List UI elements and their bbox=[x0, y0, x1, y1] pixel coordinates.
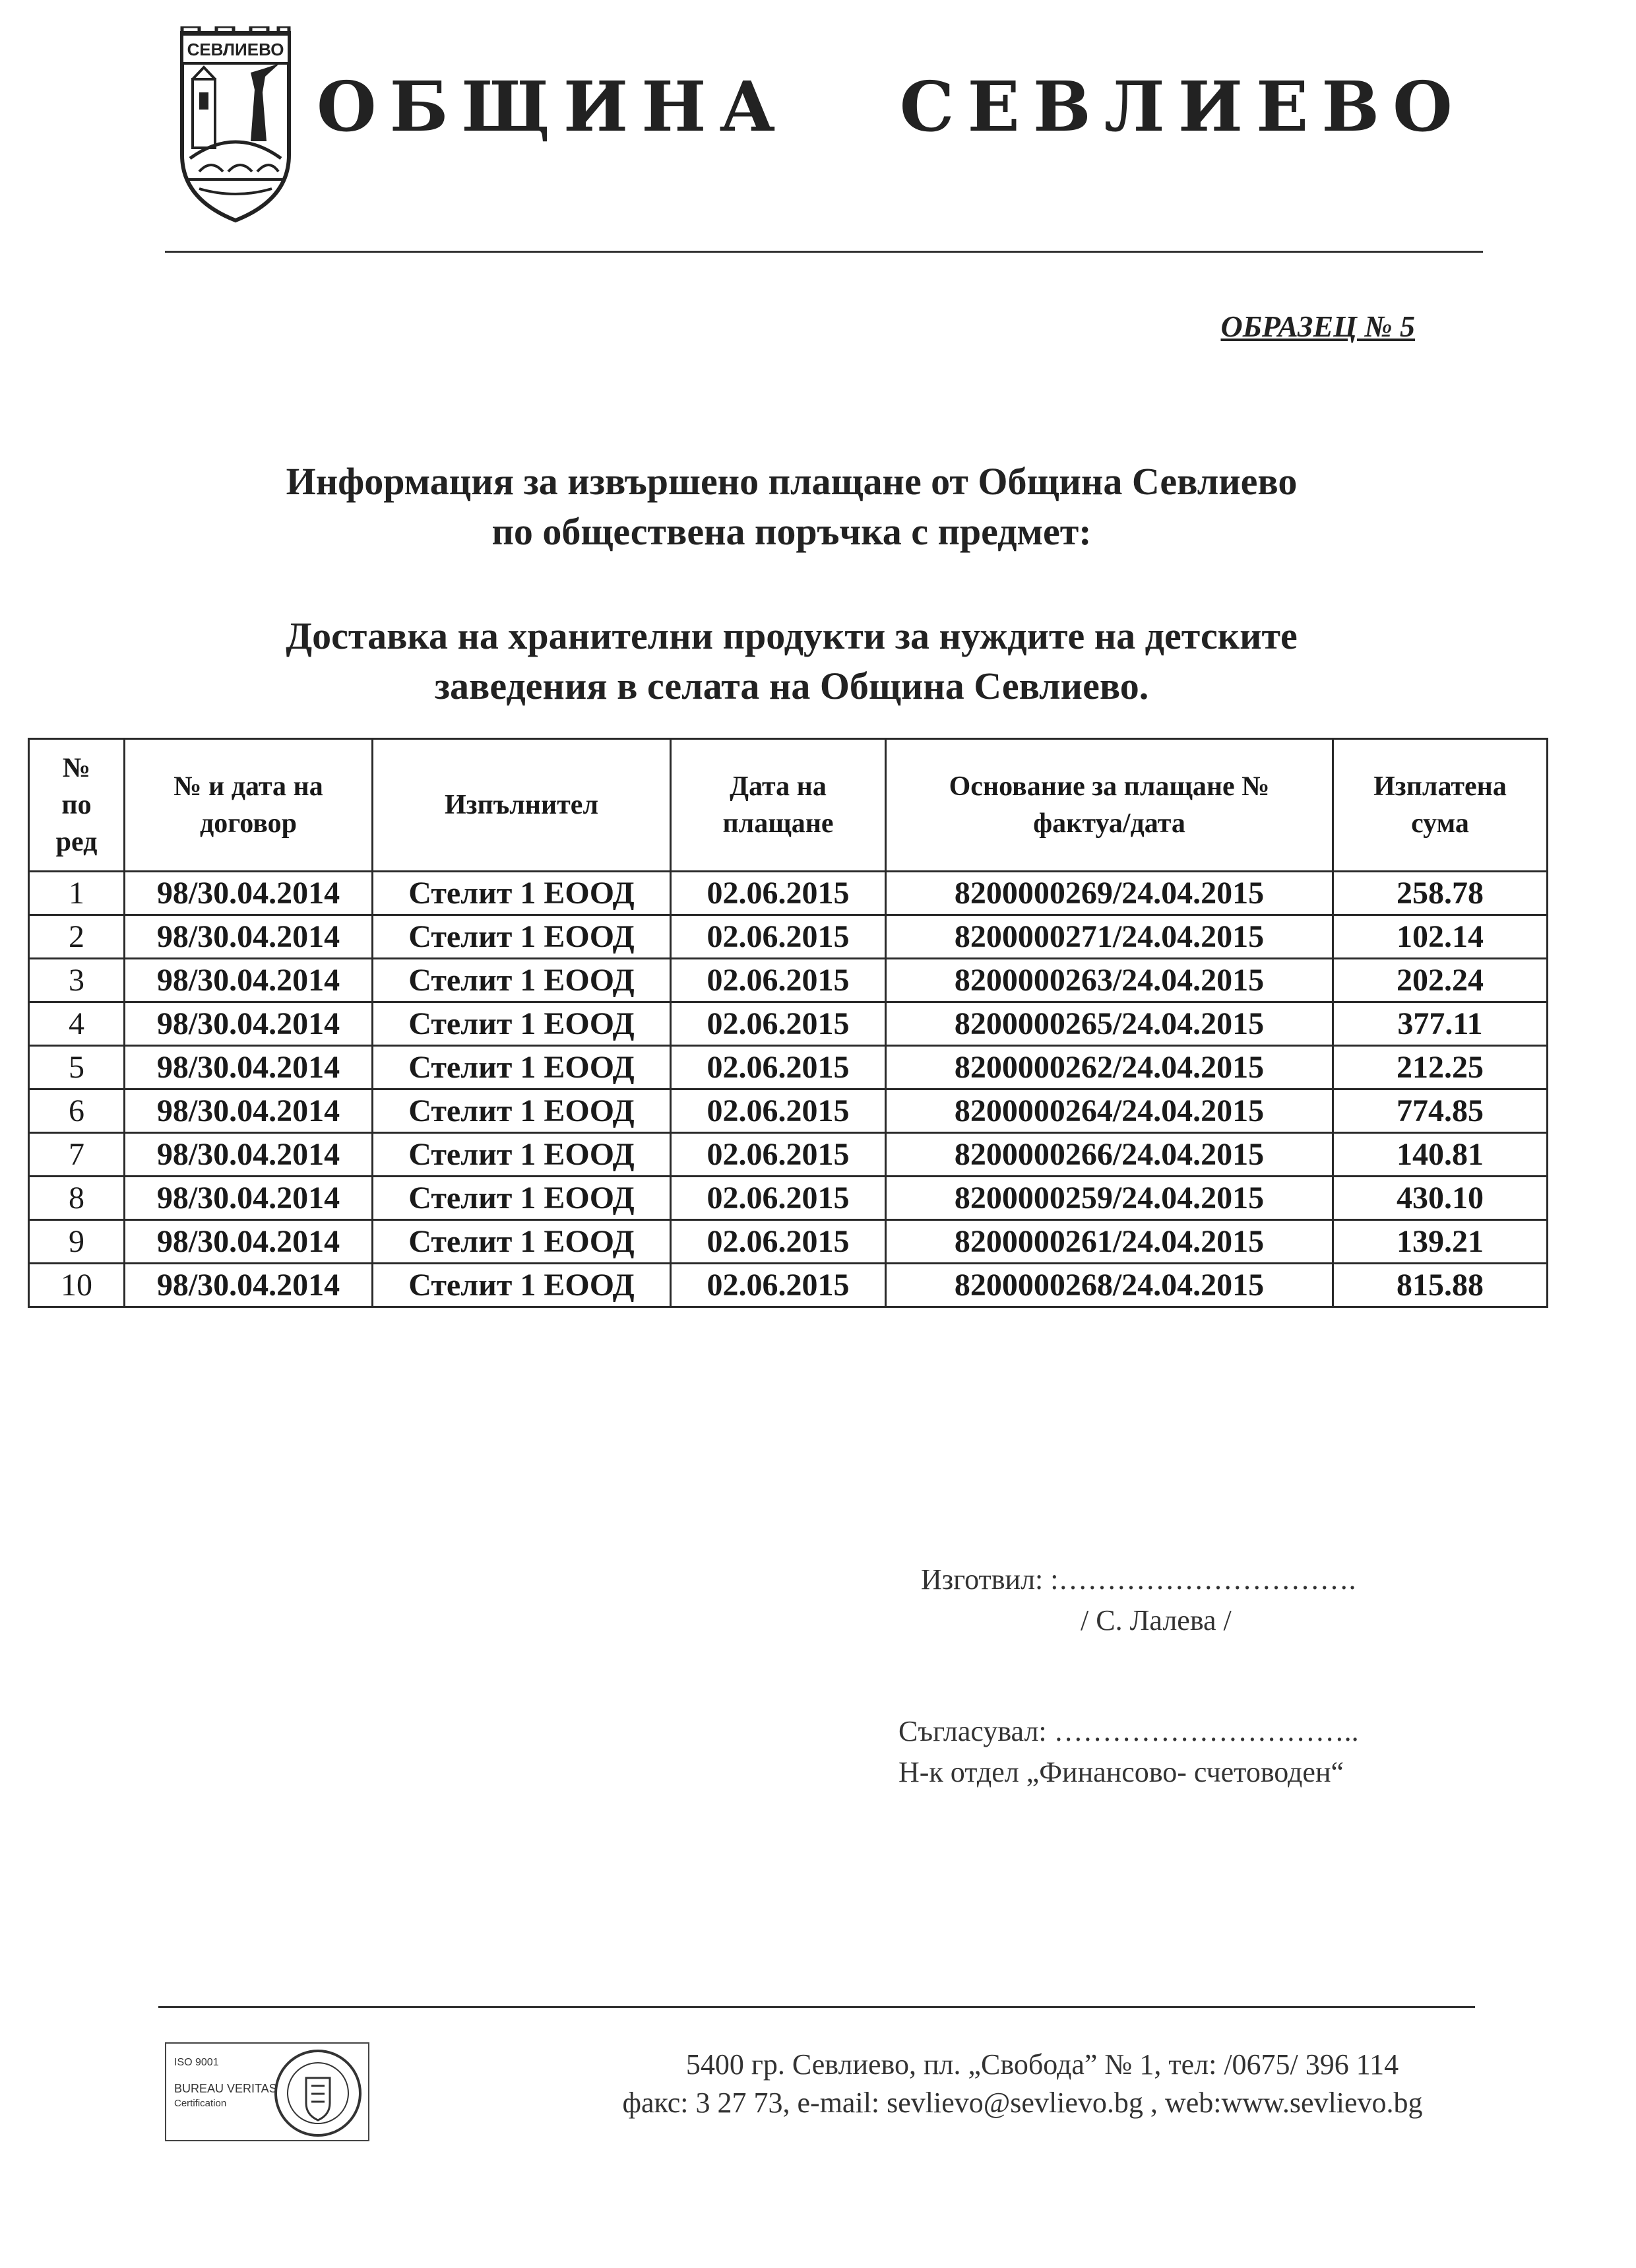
header-text-line: № и дата на bbox=[173, 771, 323, 802]
cell-contract: 98/30.04.2014 bbox=[125, 1089, 373, 1133]
cell-row-number: 4 bbox=[29, 1002, 125, 1046]
table-header-row bbox=[29, 739, 1548, 872]
cell-amount: 202.24 bbox=[1333, 959, 1548, 1002]
cell-amount: 102.14 bbox=[1333, 915, 1548, 959]
cell-payment-date: 02.06.2015 bbox=[671, 1089, 886, 1133]
cell-contract: 98/30.04.2014 bbox=[125, 1177, 373, 1220]
header-text-line: плащане bbox=[722, 808, 834, 839]
cell-row-number: 1 bbox=[29, 872, 125, 915]
cell-contract: 98/30.04.2014 bbox=[125, 959, 373, 1002]
footer-contact bbox=[462, 2046, 1583, 2122]
cell-row-number: 6 bbox=[29, 1089, 125, 1133]
header-contractor bbox=[373, 739, 671, 872]
table-row bbox=[29, 1220, 1548, 1264]
cert-iso-text: ISO 9001 bbox=[174, 2057, 219, 2068]
cell-row-number: 2 bbox=[29, 915, 125, 959]
prepared-by-label: Изготвил: :…………………………. bbox=[921, 1563, 1356, 1596]
cell-contractor: Стелит 1 ЕООД bbox=[373, 959, 671, 1002]
cell-invoice: 8200000268/24.04.2015 bbox=[886, 1264, 1333, 1307]
header-text-line: сума bbox=[1411, 808, 1469, 839]
cert-certification-text: Certification bbox=[174, 2098, 227, 2109]
cell-amount: 774.85 bbox=[1333, 1089, 1548, 1133]
cell-contractor: Стелит 1 ЕООД bbox=[373, 915, 671, 959]
cell-row-number: 10 bbox=[29, 1264, 125, 1307]
header-amount-paid bbox=[1333, 739, 1548, 872]
table-row bbox=[29, 1133, 1548, 1177]
header-text-line: Дата на bbox=[730, 771, 827, 802]
cell-invoice: 8200000259/24.04.2015 bbox=[886, 1177, 1333, 1220]
heading-line-1: Информация за извършено плащане от Община Севлиево bbox=[286, 460, 1298, 503]
header-text-line: договор bbox=[200, 808, 297, 839]
header-text-line: по bbox=[61, 790, 92, 820]
cell-amount: 212.25 bbox=[1333, 1046, 1548, 1089]
cell-invoice: 8200000262/24.04.2015 bbox=[886, 1046, 1333, 1089]
cell-amount: 815.88 bbox=[1333, 1264, 1548, 1307]
cell-payment-date: 02.06.2015 bbox=[671, 1133, 886, 1177]
cell-contractor: Стелит 1 ЕООД bbox=[373, 1133, 671, 1177]
cell-contractor: Стелит 1 ЕООД bbox=[373, 1177, 671, 1220]
table-row bbox=[29, 872, 1548, 915]
table-row bbox=[29, 1002, 1548, 1046]
approved-by-label: Съгласувал: ………………………….. bbox=[898, 1715, 1359, 1747]
cell-amount: 430.10 bbox=[1333, 1177, 1548, 1220]
cell-invoice: 8200000266/24.04.2015 bbox=[886, 1133, 1333, 1177]
header-payment-basis bbox=[886, 739, 1333, 872]
header-text-line: № bbox=[62, 753, 91, 783]
header-payment-date bbox=[671, 739, 886, 872]
table-row bbox=[29, 1046, 1548, 1089]
cell-payment-date: 02.06.2015 bbox=[671, 1177, 886, 1220]
table-body bbox=[29, 872, 1548, 1307]
heading-line-2: по обществена поръчка с предмет: bbox=[491, 510, 1092, 553]
subject-line-1: Доставка на хранителни продукти за нуждите на детските bbox=[286, 614, 1298, 657]
cell-amount: 377.11 bbox=[1333, 1002, 1548, 1046]
header-text-line: Изплатена bbox=[1373, 771, 1507, 802]
header-text-line: Изпълнител bbox=[444, 790, 599, 820]
cell-invoice: 8200000271/24.04.2015 bbox=[886, 915, 1333, 959]
cell-invoice: 8200000264/24.04.2015 bbox=[886, 1089, 1333, 1133]
cell-row-number: 3 bbox=[29, 959, 125, 1002]
cell-payment-date: 02.06.2015 bbox=[671, 1046, 886, 1089]
municipality-crest bbox=[173, 26, 298, 224]
header-row-number bbox=[29, 739, 125, 872]
cert-bv-text: BUREAU VERITAS bbox=[174, 2082, 277, 2095]
approved-by-department: Н-к отдел „Финансово- счетоводен“ bbox=[898, 1756, 1344, 1788]
table-row bbox=[29, 1177, 1548, 1220]
cell-contractor: Стелит 1 ЕООД bbox=[373, 872, 671, 915]
cell-payment-date: 02.06.2015 bbox=[671, 959, 886, 1002]
form-sample-label: ОБРАЗЕЦ № 5 bbox=[1220, 309, 1415, 343]
header-text-line: фактуа/дата bbox=[1033, 808, 1185, 839]
cell-amount: 140.81 bbox=[1333, 1133, 1548, 1177]
table-row bbox=[29, 959, 1548, 1002]
cell-row-number: 7 bbox=[29, 1133, 125, 1177]
certification-badge bbox=[165, 2042, 369, 2141]
prepared-by-name: / С. Лалева / bbox=[1081, 1604, 1232, 1636]
cell-contract: 98/30.04.2014 bbox=[125, 1133, 373, 1177]
cell-payment-date: 02.06.2015 bbox=[671, 1264, 886, 1307]
footer-divider bbox=[158, 2006, 1475, 2008]
cell-contractor: Стелит 1 ЕООД bbox=[373, 1089, 671, 1133]
subject-line-2: заведения в селата на Община Севлиево. bbox=[434, 664, 1149, 707]
cell-contractor: Стелит 1 ЕООД bbox=[373, 1046, 671, 1089]
cell-invoice: 8200000265/24.04.2015 bbox=[886, 1002, 1333, 1046]
cell-row-number: 8 bbox=[29, 1177, 125, 1220]
document-heading bbox=[0, 457, 1583, 557]
header-text-line: ред bbox=[55, 827, 98, 857]
cell-contract: 98/30.04.2014 bbox=[125, 1002, 373, 1046]
header-text-line: Основание за плащане № bbox=[949, 771, 1270, 802]
cell-amount: 139.21 bbox=[1333, 1220, 1548, 1264]
table-row bbox=[29, 1264, 1548, 1307]
cell-contract: 98/30.04.2014 bbox=[125, 872, 373, 915]
cell-contractor: Стелит 1 ЕООД bbox=[373, 1264, 671, 1307]
cell-invoice: 8200000261/24.04.2015 bbox=[886, 1220, 1333, 1264]
footer-address-line: 5400 гр. Севлиево, пл. „Свобода” № 1, тел: /0675/ 396 114 bbox=[685, 2048, 1399, 2081]
cell-payment-date: 02.06.2015 bbox=[671, 915, 886, 959]
cell-invoice: 8200000269/24.04.2015 bbox=[886, 872, 1333, 915]
cell-payment-date: 02.06.2015 bbox=[671, 872, 886, 915]
cell-row-number: 9 bbox=[29, 1220, 125, 1264]
header-contract bbox=[125, 739, 373, 872]
cell-contract: 98/30.04.2014 bbox=[125, 1220, 373, 1264]
cell-contractor: Стелит 1 ЕООД bbox=[373, 1220, 671, 1264]
table-header bbox=[29, 739, 1548, 872]
bureau-veritas-emblem bbox=[272, 2048, 364, 2139]
table-row bbox=[29, 1089, 1548, 1133]
table-row bbox=[29, 915, 1548, 959]
cell-contract: 98/30.04.2014 bbox=[125, 1046, 373, 1089]
cell-contract: 98/30.04.2014 bbox=[125, 1264, 373, 1307]
cell-contract: 98/30.04.2014 bbox=[125, 915, 373, 959]
cell-amount: 258.78 bbox=[1333, 872, 1548, 915]
crest-logo bbox=[182, 26, 289, 220]
cell-payment-date: 02.06.2015 bbox=[671, 1220, 886, 1264]
cell-row-number: 5 bbox=[29, 1046, 125, 1089]
municipality-title: ОБЩИНА СЕВЛИЕВО bbox=[317, 66, 1466, 147]
procurement-subject bbox=[0, 611, 1583, 711]
crest-label: СЕВЛИЕВО bbox=[187, 40, 284, 59]
header-divider bbox=[165, 251, 1483, 253]
cell-payment-date: 02.06.2015 bbox=[671, 1002, 886, 1046]
payments-table bbox=[28, 738, 1548, 1308]
cell-invoice: 8200000263/24.04.2015 bbox=[886, 959, 1333, 1002]
footer-contact-line: факс: 3 27 73, e-mail: sevlievo@sevlievo.bg , web:www.sevlievo.bg bbox=[622, 2087, 1423, 2119]
cell-contractor: Стелит 1 ЕООД bbox=[373, 1002, 671, 1046]
